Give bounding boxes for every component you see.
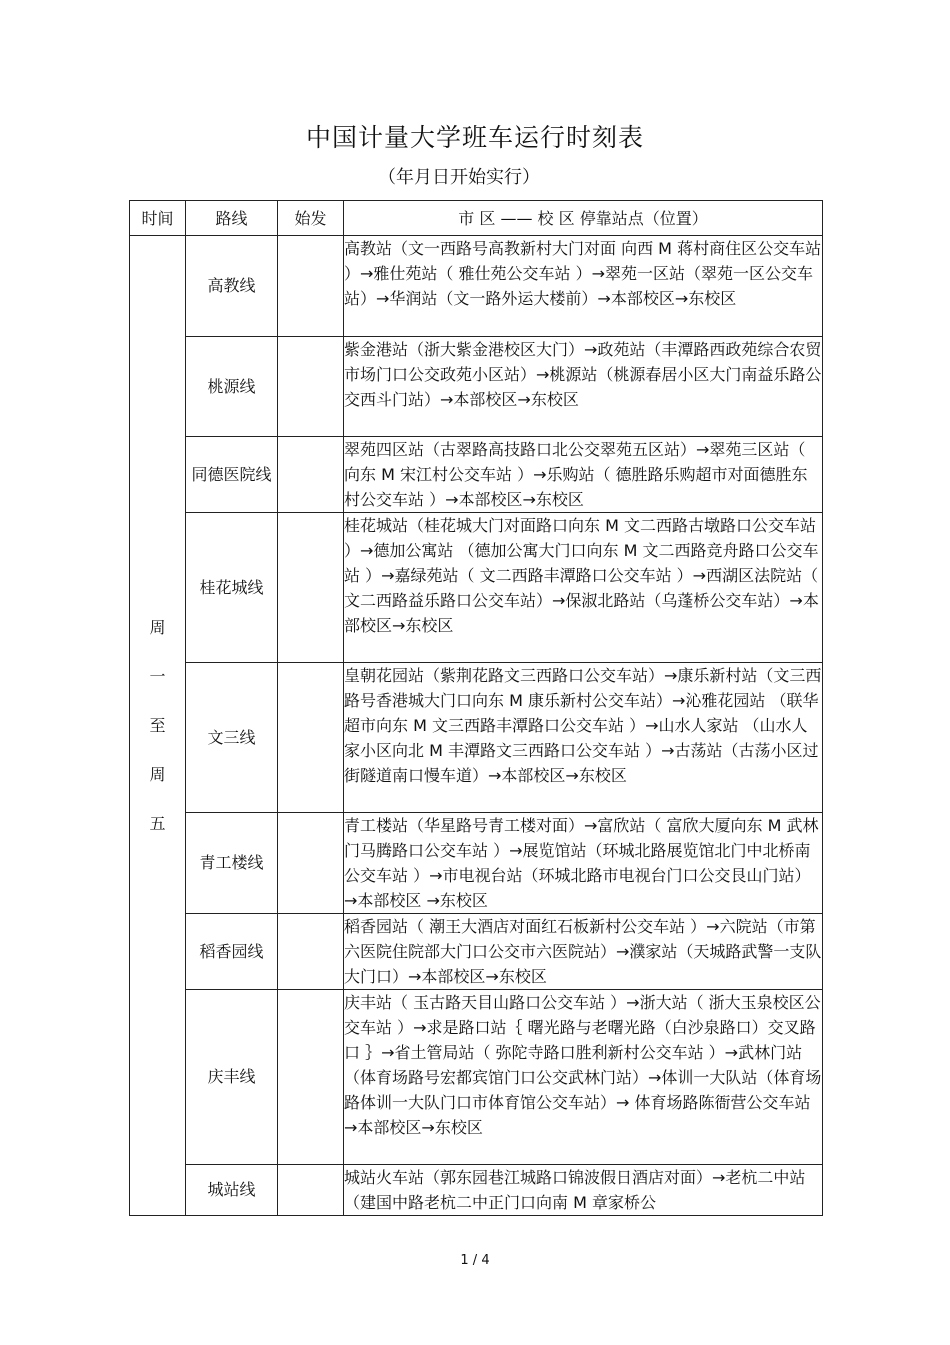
route-name: 稻香园线 [186, 914, 278, 990]
start-time [278, 914, 344, 990]
table-row [130, 513, 823, 663]
day-char: 周 [149, 618, 166, 637]
route-name: 文三线 [186, 663, 278, 813]
route-stops: 翠苑四区站（古翠路高技路口北公交翠苑五区站）→翠苑三区站（ 向东 M 宋江村公交车站 ）→乐购站（ 德胜路乐购超市对面德胜东村公交车站 ）→本部校区→东校区 [344, 437, 823, 513]
table-row [130, 236, 823, 337]
route-name: 青工楼线 [186, 813, 278, 914]
header-stops: 市 区 —— 校 区 停靠站点（位置） [344, 201, 823, 236]
header-start: 始发 [278, 201, 344, 236]
route-name: 同德医院线 [186, 437, 278, 513]
table-row [130, 813, 823, 914]
table-row [130, 990, 823, 1165]
route-stops: 城站火车站（郭东园巷江城路口锦波假日酒店对面）→老杭二中站（建国中路老杭二中正门口向南 M 章家桥公 [344, 1165, 823, 1216]
document-subtitle: （年月日开始实行） [378, 167, 540, 188]
day-char: 五 [149, 814, 166, 833]
route-name: 庆丰线 [186, 990, 278, 1165]
route-stops: 皇朝花园站（紫荆花路文三西路口公交车站）→康乐新村站（文三西路号香港城大门口向东 M 康乐新村公交车站）→沁雅花园站 （联华超市向东 M 文三西路丰潭路口公交车站 ）→山水人家站 （山水人家小区向北 M 丰潭路文三西路口公交车站 ）→古荡站（古荡小区过街隧道南口慢车道）→本部校区→东校区 [344, 663, 823, 813]
start-time [278, 813, 344, 914]
document-title: 中国计量大学班车运行时刻表 [305, 123, 644, 152]
route-name: 桃源线 [186, 337, 278, 437]
route-stops: 青工楼站（华星路号青工楼对面）→富欣站（ 富欣大厦向东 M 武林门马腾路口公交车站 ）→展览馆站（环城北路展览馆北门中北桥南公交车站 ）→市电视台站（环城北路市电视台门口公交艮山门站） →本部校区 →东校区 [344, 813, 823, 914]
table-row [130, 663, 823, 813]
start-time [278, 337, 344, 437]
schedule-table [129, 200, 823, 1216]
day-range-cell [130, 236, 186, 1216]
route-stops: 桂花城站（桂花城大门对面路口向东 M 文二西路古墩路口公交车站 ）→德加公寓站 （德加公寓大门口向东 M 文二西路竞舟路口公交车站 ）→嘉绿苑站（ 文二西路丰潭路口公交车站 ）→西湖区法院站（ 文二西路益乐路口公交车站）→保淑北路站（乌蓬桥公交车站）→本部校区→东校区 [344, 513, 823, 663]
table-row [130, 437, 823, 513]
header-time: 时间 [130, 201, 186, 236]
header-route: 路线 [186, 201, 278, 236]
route-stops: 紫金港站（浙大紫金港校区大门）→政苑站（丰潭路西政苑综合农贸市场门口公交政苑小区站）→桃源站（桃源春居小区大门南益乐路公交西斗门站）→本部校区→东校区 [344, 337, 823, 437]
route-name: 城站线 [186, 1165, 278, 1216]
start-time [278, 236, 344, 337]
route-name: 高教线 [186, 236, 278, 337]
start-time [278, 663, 344, 813]
day-char: 周 [149, 765, 166, 784]
table-row [130, 914, 823, 990]
start-time [278, 990, 344, 1165]
route-stops: 庆丰站（ 玉古路天目山路口公交车站 ）→浙大站（ 浙大玉泉校区公交车站 ）→求是路口站｛ 曙光路与老曙光路（白沙泉路口）交叉路口 ｝→省土管局站（ 弥陀寺路口胜利新村公交车站 ）→武林门站（体育场路号宏都宾馆门口公交武林门站）→体训一大队站（体育场路体训一大队门口市体育馆公交车站）→ 体育场路陈衙营公交车站→本部校区→东校区 [344, 990, 823, 1165]
start-time [278, 1165, 344, 1216]
day-char: 一 [149, 667, 166, 686]
table-row [130, 1165, 823, 1216]
route-stops: 稻香园站（ 潮王大酒店对面红石板新村公交车站 ）→六院站（市第六医院住院部大门口公交市六医院站）→濮家站（天城路武警一支队大门口）→本部校区→东校区 [344, 914, 823, 990]
start-time [278, 437, 344, 513]
route-name: 桂花城线 [186, 513, 278, 663]
start-time [278, 513, 344, 663]
page-number: 1 / 4 [460, 1253, 490, 1268]
route-stops: 高教站（文一西路号高教新村大门对面 向西 M 蒋村商住区公交车站 ）→雅仕苑站（ 雅仕苑公交车站 ）→翠苑一区站（翠苑一区公交车站）→华润站（文一路外运大楼前）→本部校区→东校区 [344, 236, 823, 337]
table-header-row [130, 201, 823, 236]
day-char: 至 [149, 716, 166, 735]
table-row [130, 337, 823, 437]
